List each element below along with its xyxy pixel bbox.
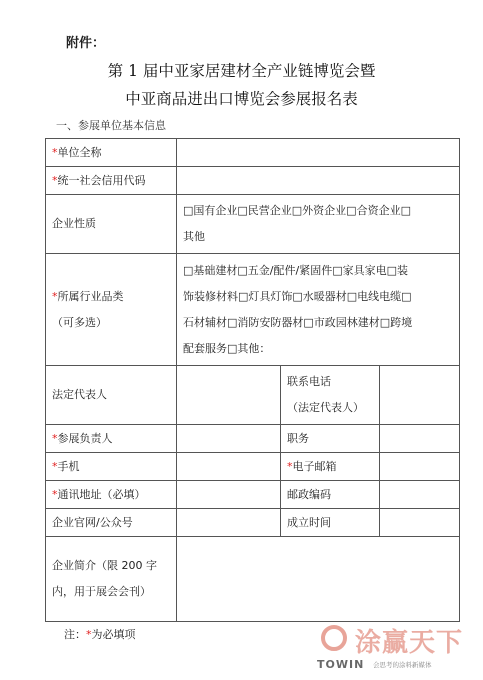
contact-phone-label: 联系电话 （法定代表人） [281, 366, 380, 425]
attachment-label: 附件： [66, 36, 106, 51]
enterprise-nature-label: 企业性质 [46, 195, 177, 254]
footnote: 注：*为必填项 [64, 628, 136, 641]
legal-rep-label: 法定代表人 [46, 366, 177, 425]
watermark-logo [315, 622, 475, 674]
watermark-slogan: 会思考的涂料新媒体 [373, 661, 432, 669]
email-label: *电子邮箱 [281, 453, 380, 481]
industry-options[interactable]: □基础建材□五金/配件/紧固件□家具家电□装 饰装修材料□灯具灯饰□水暖器材□电线电缆□ 石材辅材□消防安防器材□市政园林建材□跨境 配套服务□其他： [177, 254, 460, 366]
credit-code-field[interactable] [177, 167, 460, 195]
intro-label: 企业简介（限 200 字 内，用于展会会刊） [46, 537, 177, 622]
postcode-label: 邮政编码 [281, 481, 380, 509]
enterprise-nature-options[interactable]: □国有企业□民营企业□外资企业□合资企业□ 其他 [177, 195, 460, 254]
row-credit-code [46, 167, 460, 195]
mobile-field[interactable] [177, 453, 281, 481]
position-label: 职务 [281, 425, 380, 453]
section-heading: 一、参展单位基本信息 [56, 119, 166, 132]
exhibitor-lead-field[interactable] [177, 425, 281, 453]
row-legal-rep [46, 366, 460, 425]
founded-label: 成立时间 [281, 509, 380, 537]
unit-name-label: *单位全称 [46, 139, 177, 167]
row-intro [46, 537, 460, 622]
registration-form-table [45, 138, 460, 622]
website-field[interactable] [177, 509, 281, 537]
address-label: *通讯地址（必填） [46, 481, 177, 509]
legal-rep-field[interactable] [177, 366, 281, 425]
address-field[interactable] [177, 481, 281, 509]
row-mobile [46, 453, 460, 481]
row-address [46, 481, 460, 509]
industry-label: *所属行业品类 （可多选） [46, 254, 177, 366]
intro-field[interactable] [177, 537, 460, 622]
row-website [46, 509, 460, 537]
position-field[interactable] [380, 425, 460, 453]
founded-field[interactable] [380, 509, 460, 537]
row-industry [46, 254, 460, 366]
exhibitor-lead-label: *参展负责人 [46, 425, 177, 453]
row-enterprise-nature [46, 195, 460, 254]
row-unit-name [46, 139, 460, 167]
mobile-label: *手机 [46, 453, 177, 481]
page-title-line1: 第 1 届中亚家居建材全产业链博览会暨 [107, 62, 376, 80]
contact-phone-field[interactable] [380, 366, 460, 425]
watermark-brand-en: TOWIN [317, 658, 365, 671]
postcode-field[interactable] [380, 481, 460, 509]
website-label: 企业官网/公众号 [46, 509, 177, 537]
page-title-line2: 中亚商品进出口博览会参展报名表 [125, 90, 358, 108]
row-exhibitor-lead [46, 425, 460, 453]
email-field[interactable] [380, 453, 460, 481]
unit-name-field[interactable] [177, 139, 460, 167]
credit-code-label: *统一社会信用代码 [46, 167, 177, 195]
watermark-brand-cn: 涂赢天下 [355, 628, 464, 658]
logo-ring-icon [321, 625, 347, 651]
